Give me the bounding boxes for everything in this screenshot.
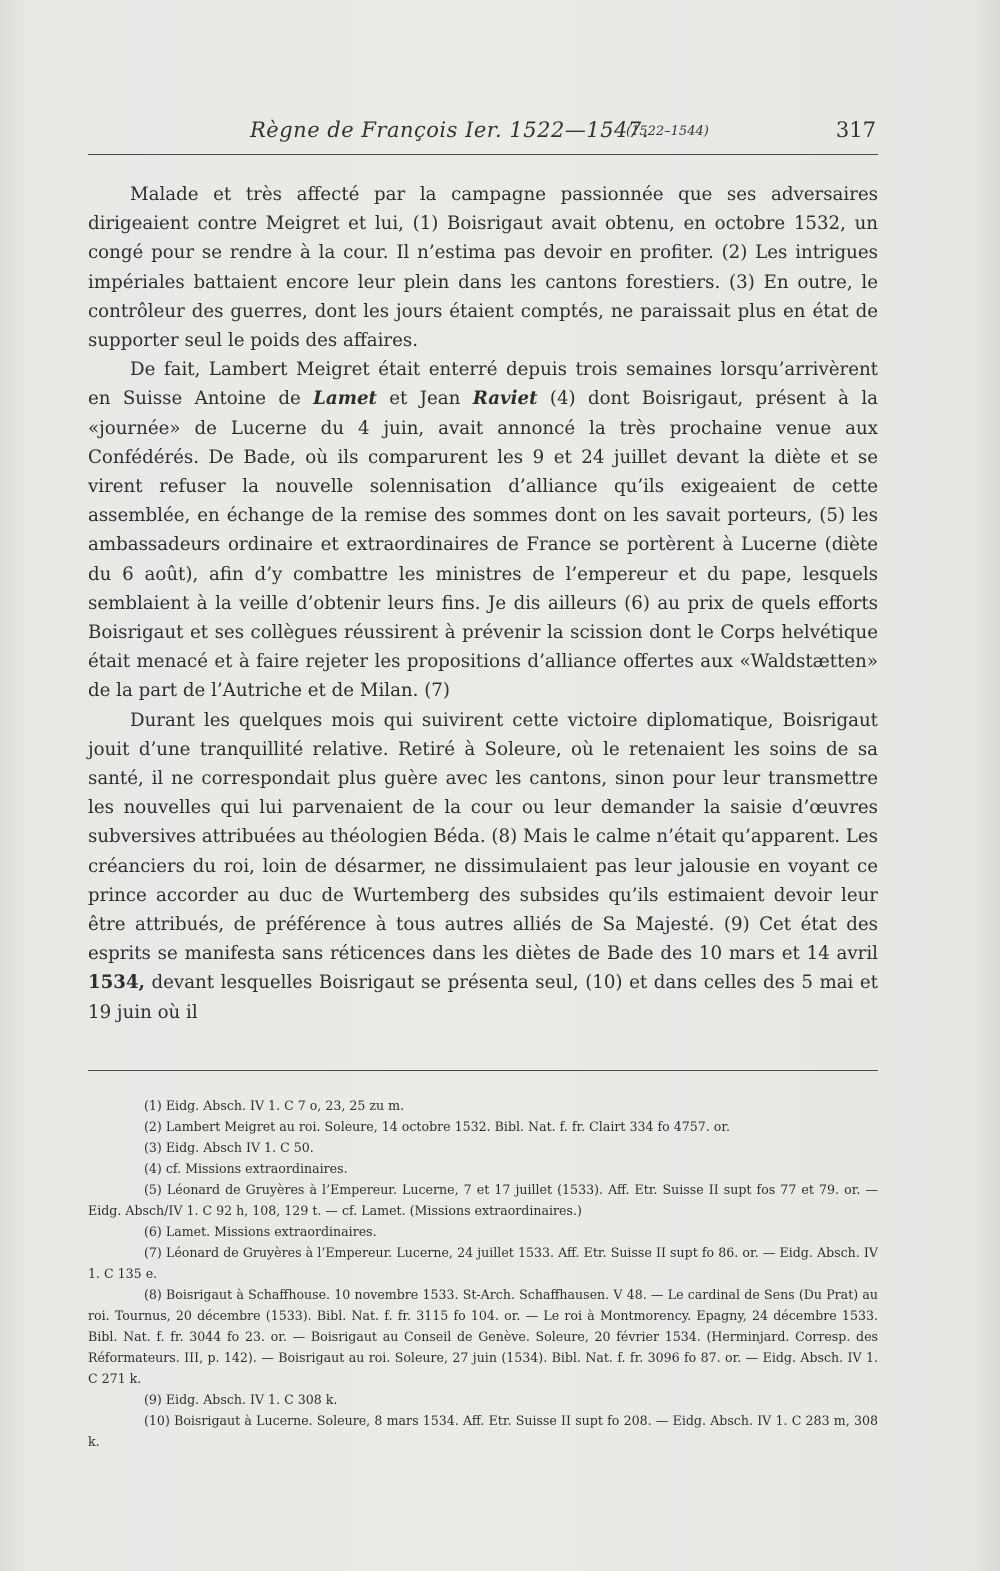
footnote: (9) Eidg. Absch. IV 1. C 308 k. [144,1392,338,1407]
footnote: (3) Eidg. Absch IV 1. C 50. [144,1140,314,1155]
name-lamet: Lamet [313,388,377,410]
footnote: (7) Léonard de Gruyères à l’Empereur. Lucerne, 24 juillet 1533. Aff. Etr. Suisse II supt fo 86. or. — Eidg. Absch. IV 1. C 135 e. [88,1245,878,1281]
year-1534: 1534, [88,972,145,994]
running-years: (1522–1544) [626,124,709,139]
paragraph-text: Durant les quelques mois qui suivirent cette victoire diplomatique, Boisrigaut jouit d’une tranquillité relative. Retiré à Soleure, où le retenaient les soins de sa santé, il ne correspondait plus guère avec les cantons, sinon pour leur transmettre les nouvelles qui lui parvenaient de la cour ou leur demander la saisie d’œuvres subversives attribuées au théologien Béda. (8) Mais le calme n’était qu’apparent. Les créanciers du roi, loin de désarmer, ne dissimulaient pas leur jalousie en voyant ce prince accorder au duc de Wurtemberg des subsides qu’ils estimaient devoir leur être attribués, de préférence à tous autres alliés de Sa Majesté. (9) Cet état des esprits se manifesta sans réticences dans les diètes de Bade des 10 mars et 14 avril [88,709,879,965]
paragraph-text: et Jean [376,388,473,410]
paragraph-text: devant lesquelles Boisrigaut se présenta seul, (10) et dans celles des 5 mai et 19 juin où il [88,972,878,1023]
footnote: (6) Lamet. Missions extraordinaires. [144,1224,377,1239]
paragraph-text: De fait, Lambert Meigret était enterré depuis trois semaines lorsqu’arrivèrent en Suisse Antoine de [88,359,878,410]
paragraph-text: Malade et très affecté par la campagne passionnée que ses adversaires dirigeaient contre Meigret et lui, (1) Boisrigaut avait obtenu, en octobre 1532, un congé pour se rendre à la cour. Il n’estima pas devoir en profiter. (2) Les intrigues impériales battaient encore leur plein dans les cantons forestiers. (3) En outre, le contrôleur des guerres, dont les jours étaient comptés, ne paraissait plus en état de supporter seul le poids des affaires. [88,184,878,352]
footnote: (1) Eidg. Absch. IV 1. C 7 o, 23, 25 zu m. [144,1098,405,1113]
footnote-divider [88,1070,878,1071]
paragraph-text: (4) dont Boisrigaut, présent à la «journée» de Lucerne du 4 juin, avait annoncé la très prochaine venue aux Confédérés. De Bade, où ils comparurent les 9 et 24 juillet devant la diète et se virent refuser la nouvelle solennisation d’alliance qu’ils exigeaient de cette assemblée, en échange de la remise des sommes dont on les savait porteurs, (5) les ambassadeurs ordinaire et extraordinaires de France se portèrent à Lucerne (diète du 6 août), afin d’y combattre les ministres de l’empereur et du pape, lesquels semblaient à la veille d’obtenir leurs fins. Je dis ailleurs (6) au prix de quels efforts Boisrigaut et ses collègues réussirent à prévenir la scission dont le Corps helvétique était menacé et à faire rejeter les propositions d’alliance offertes aux «Waldstætten» de la part de l’Autriche et de Milan. (7) [88,388,878,702]
main-text [88,180,878,1027]
running-header [88,118,878,155]
footnote: (4) cf. Missions extraordinaires. [144,1161,348,1176]
footnotes [88,1095,878,1452]
name-raviet: Raviet [472,388,538,410]
footnote: (8) Boisrigaut à Schaffhouse. 10 novembre 1533. St-Arch. Schaffhausen. V 48. — Le cardinal de Sens (Du Prat) au roi. Tournus, 20 décembre (1533). Bibl. Nat. f. fr. 3115 fo 104. or. — Le roi à Montmorency. Epagny, 24 décembre 1533. Bibl. Nat. f. fr. 3044 fo 23. or. — Boisrigaut au Conseil de Genève. Soleure, 20 février 1534. (Herminjard. Corresp. des Réformateurs. III, p. 142). — Boisrigaut au roi. Soleure, 27 juin (1534). Bibl. Nat. f. fr. 3096 fo 87. or. — Eidg. Absch. IV 1. C 271 k. [88,1287,878,1386]
footnote: (2) Lambert Meigret au roi. Soleure, 14 octobre 1532. Bibl. Nat. f. fr. Clairt 334 fo 4757. or. [144,1119,731,1134]
running-title: Règne de François Ier. 1522—1547. [250,118,649,142]
paragraph [88,706,878,1027]
footnote: (10) Boisrigaut à Lucerne. Soleure, 8 mars 1534. Aff. Etr. Suisse II supt fo 208. — Eidg. Absch. IV 1. C 283 m, 308 k. [88,1413,878,1449]
paragraph [88,180,878,355]
page-number: 317 [835,118,876,142]
paragraph [88,355,878,705]
footnote: (5) Léonard de Gruyères à l’Empereur. Lucerne, 7 et 17 juillet (1533). Aff. Etr. Suisse II supt fos 77 et 79. or. — Eidg. Absch/IV 1. C 92 h, 108, 129 t. — cf. Lamet. (Missions extraordinaires.) [88,1182,878,1218]
